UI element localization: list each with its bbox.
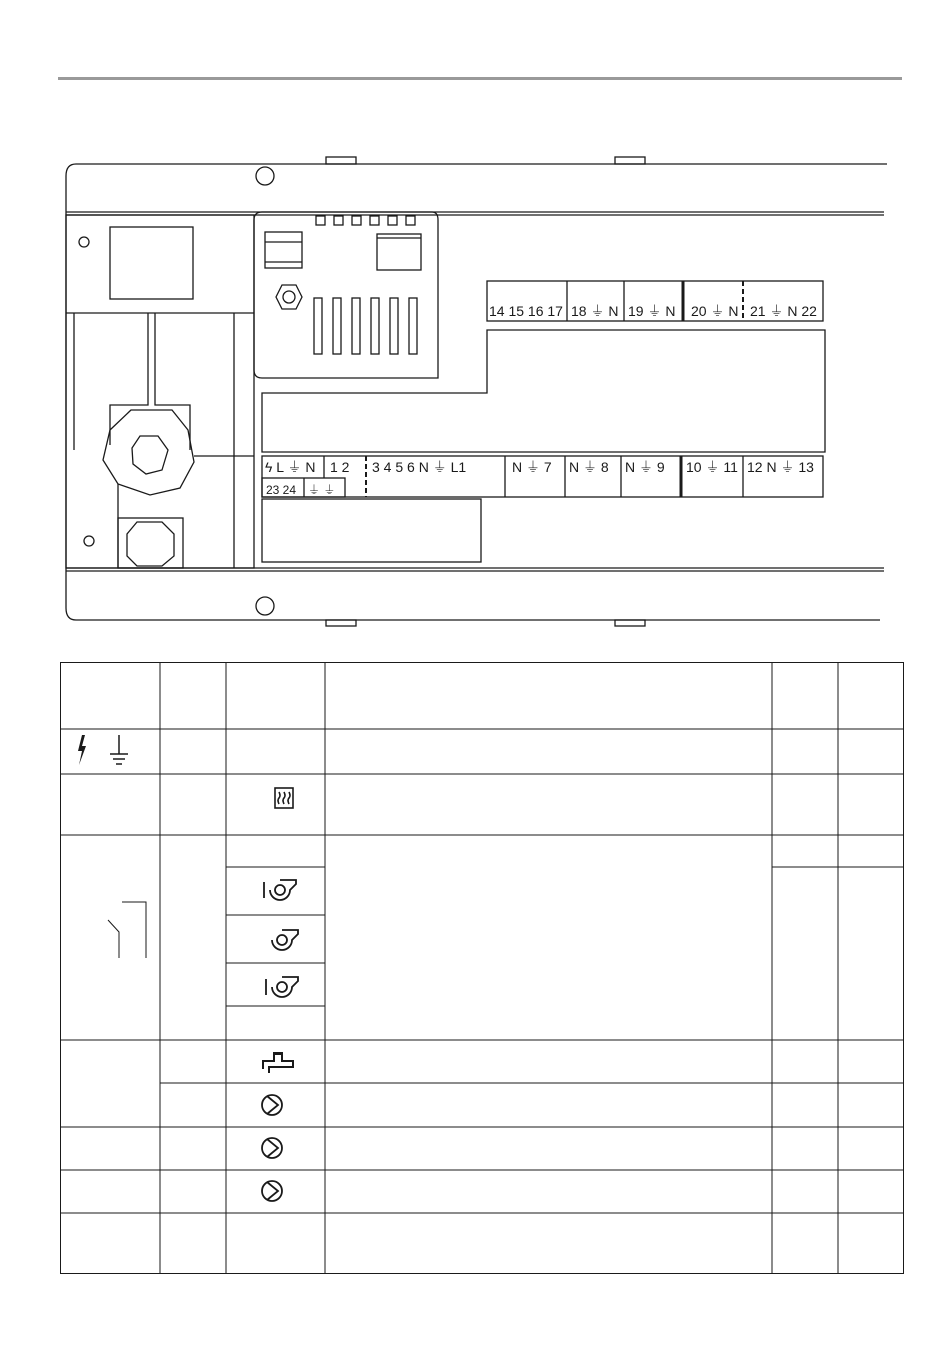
terminal-label: 14 15 16 17 bbox=[489, 303, 563, 319]
display-window bbox=[110, 227, 193, 299]
terminal-label: 12 N ⏚ 13 bbox=[747, 459, 814, 475]
terminal-label: 18 ⏚ N bbox=[571, 303, 619, 319]
control-board bbox=[254, 212, 438, 378]
tap-icon bbox=[263, 1053, 293, 1073]
label-plate bbox=[262, 499, 481, 562]
terminal-label: 23 24 bbox=[266, 483, 297, 497]
chip-component bbox=[377, 234, 421, 270]
terminal-label: 1 2 bbox=[330, 459, 350, 475]
pump-icon bbox=[262, 1138, 282, 1158]
ground-icon bbox=[110, 735, 128, 764]
knob-outer bbox=[103, 410, 194, 495]
pump-icon bbox=[262, 1181, 282, 1201]
terminal-label: 21 ⏚ N 22 bbox=[750, 303, 817, 319]
relay-contact-icon bbox=[108, 902, 146, 958]
wiring-diagram bbox=[0, 0, 950, 650]
pump-icon bbox=[262, 1095, 282, 1115]
lightning-icon bbox=[78, 735, 86, 765]
terminal-label: 10 ⏚ 11 bbox=[686, 459, 738, 475]
knob-inner bbox=[132, 436, 168, 474]
terminal-label: N ⏚ 7 bbox=[512, 459, 552, 475]
terminal-label: 20 ⏚ N bbox=[691, 303, 739, 319]
screw-bottom bbox=[256, 597, 274, 615]
connector-block bbox=[118, 518, 183, 568]
fan-ignition-icon bbox=[266, 977, 298, 997]
connection-table bbox=[60, 662, 904, 1274]
cover-plate bbox=[262, 330, 825, 452]
terminal-label: N ⏚ 8 bbox=[569, 459, 609, 475]
heater-icon bbox=[275, 788, 293, 808]
terminal-label: 3 4 5 6 N ⏚ L1 bbox=[372, 459, 467, 475]
housing-outline bbox=[66, 164, 887, 620]
terminal-label: ϟ L ⏚ N bbox=[265, 459, 316, 475]
fan-ignition-icon bbox=[264, 880, 296, 900]
potentiometer bbox=[276, 285, 302, 309]
fan-icon bbox=[272, 930, 298, 950]
terminal-label: ⏚ ⏚ bbox=[308, 483, 336, 497]
terminal-label: N ⏚ 9 bbox=[625, 459, 665, 475]
screw-top bbox=[256, 167, 274, 185]
terminal-label: 19 ⏚ N bbox=[628, 303, 676, 319]
